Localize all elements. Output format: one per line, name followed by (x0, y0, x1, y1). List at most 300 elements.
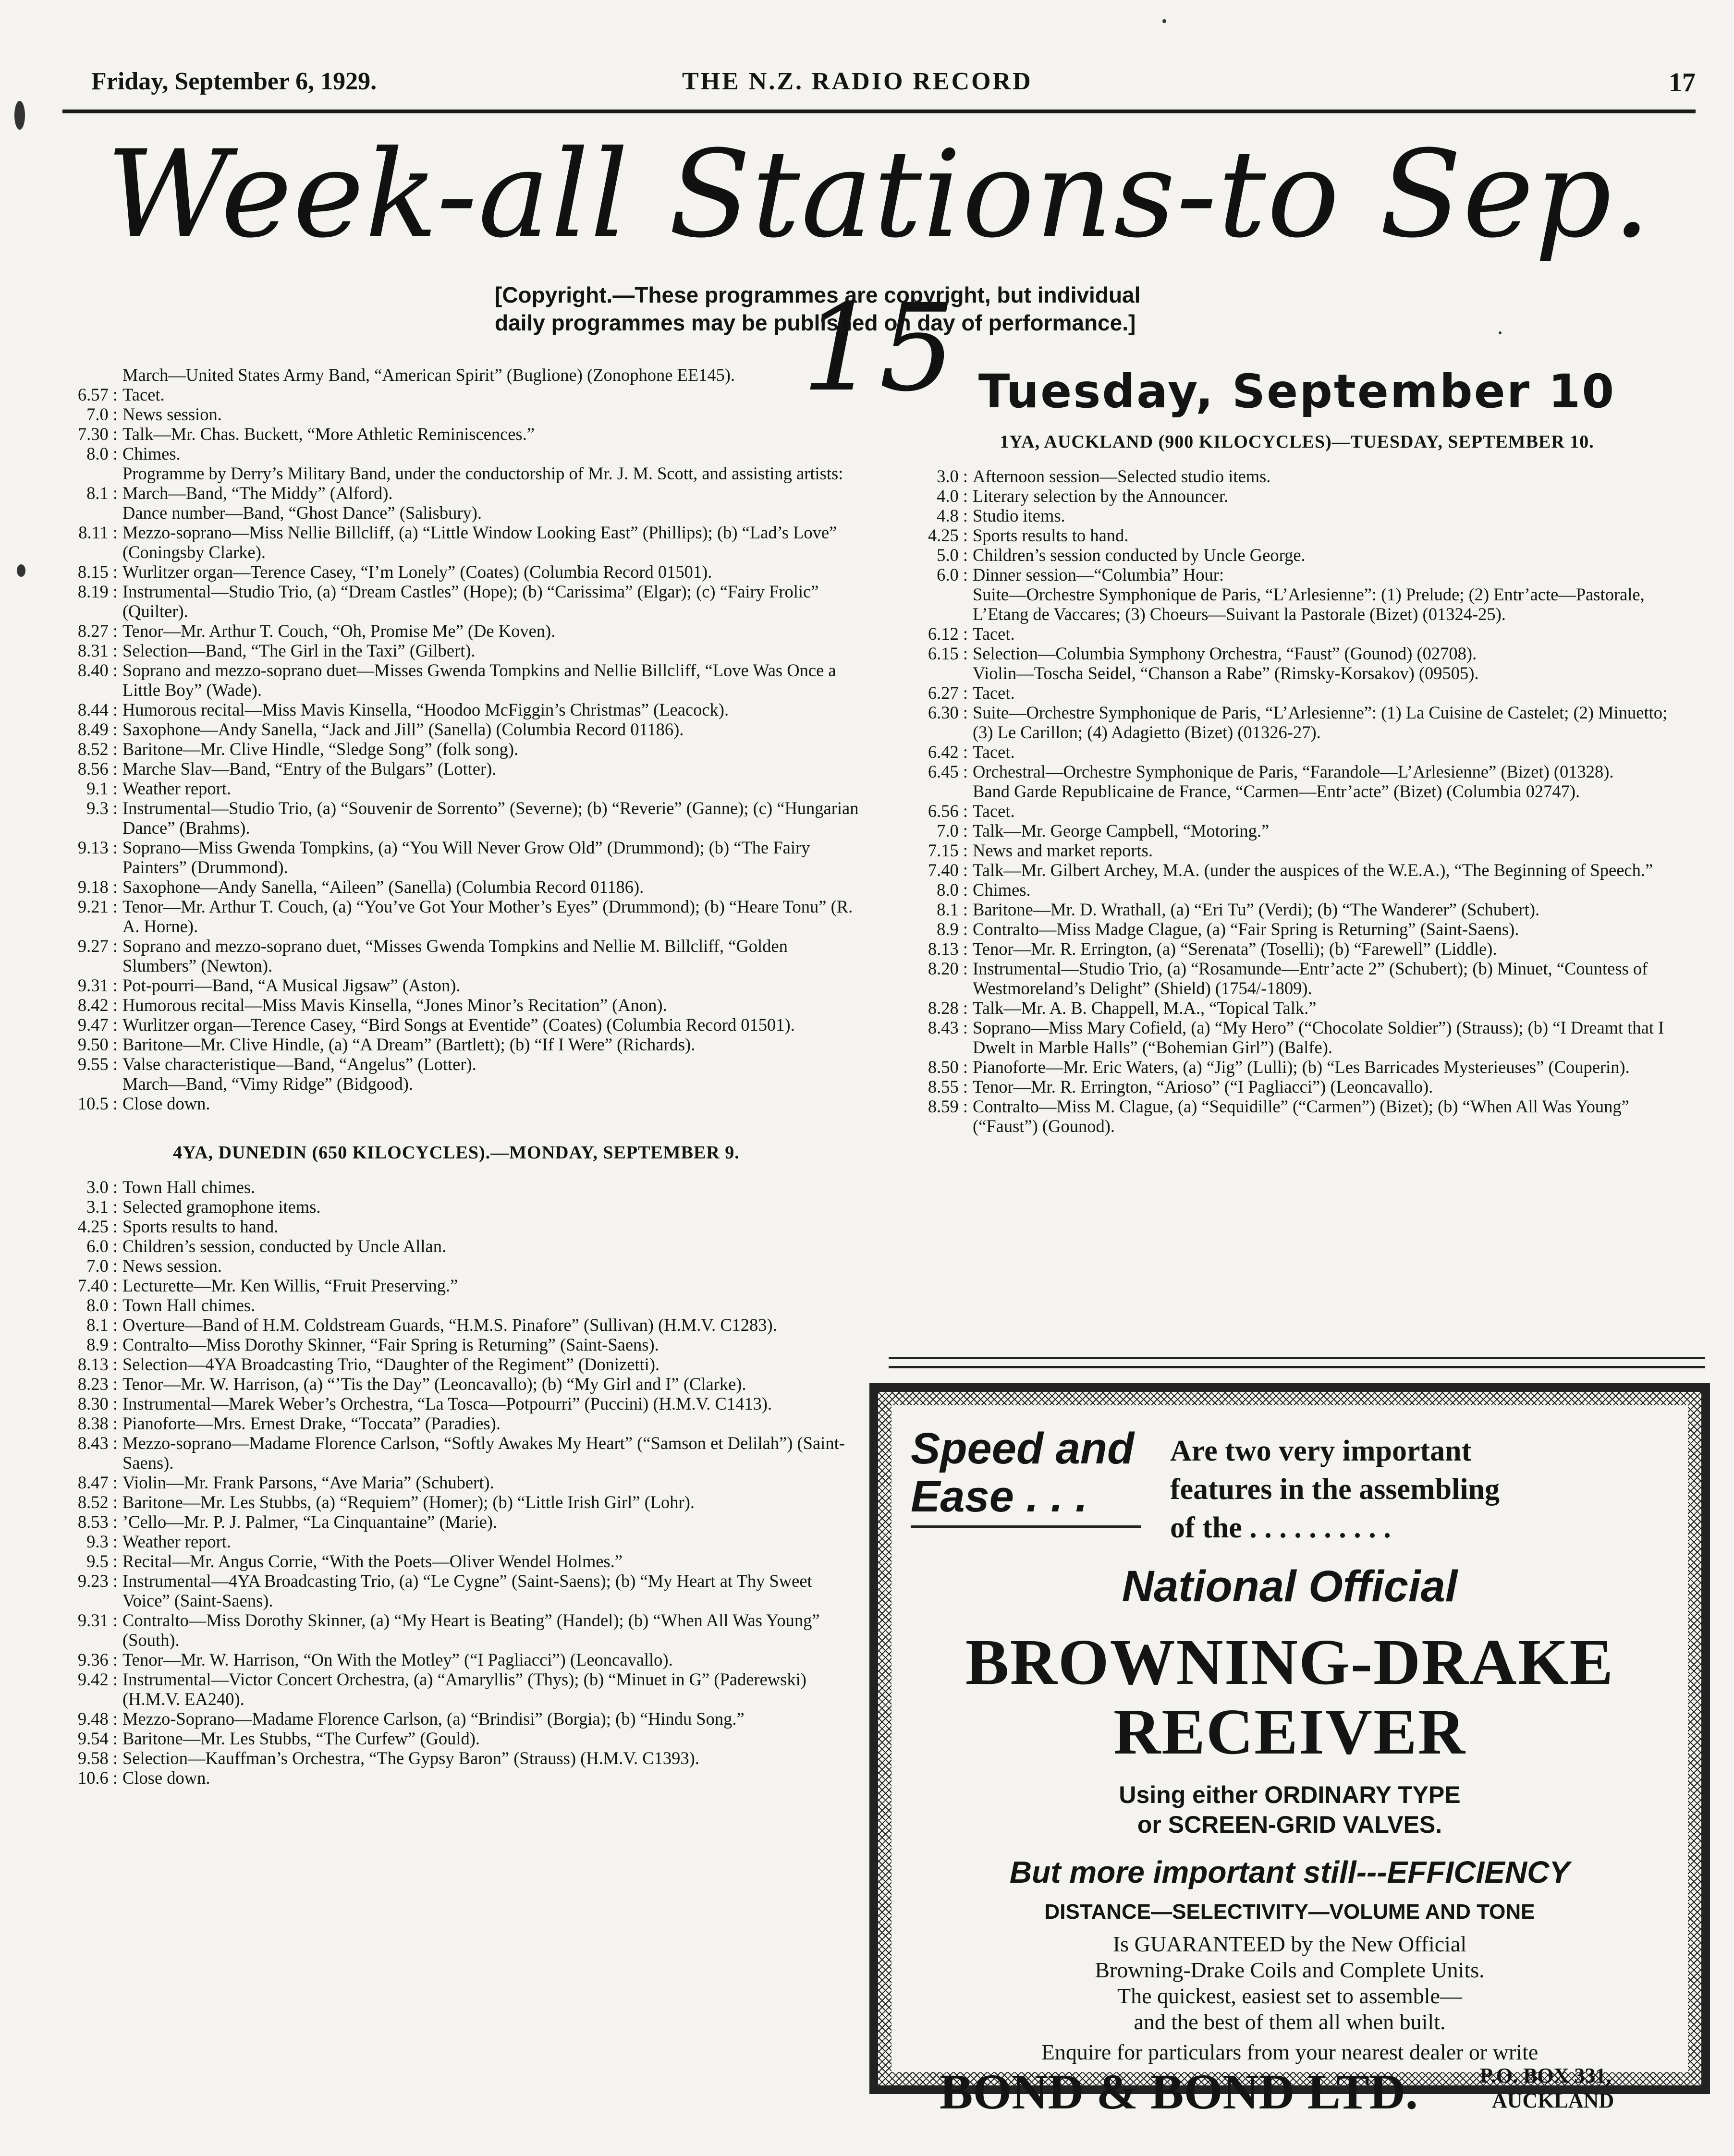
programme-time: 9.42 : (77, 1669, 118, 1689)
programme-item (53, 1610, 860, 1650)
programme-item (903, 840, 1691, 860)
programme-item (53, 1374, 860, 1394)
programme-item (53, 562, 860, 582)
programme-item (53, 660, 860, 700)
programme-time: 9.55 : (77, 1054, 118, 1074)
copyright-notice (495, 281, 1311, 337)
programme-text: Suite—Orchestre Symphonique de Paris, “L’Arlesienne”: (1) La Cuisine de Castelet; (2) Minuetto; (3) Le Carillon; (4) Adagietto (Bizet) (01326-27). (973, 703, 1668, 742)
advert-guarantee (891, 1931, 1688, 2035)
programme-text: Weather report. (122, 779, 232, 798)
programme-text: Suite—Orchestre Symphonique de Paris, “L’Arlesienne”: (1) Prelude; (2) Entr’acte—Pastorale, L’Etang de Vaccares; (3) Choeurs—Suivant la Pastorale (Bizet) (01324-25). (973, 585, 1645, 624)
programme-time: 8.13 : (77, 1354, 118, 1374)
programme-item (53, 1532, 860, 1551)
programme-text: Violin—Toscha Seidel, “Chanson a Rabe” (Rimsky-Korsakov) (09505). (973, 663, 1479, 683)
programme-time: 9.18 : (77, 877, 118, 897)
programme-item (53, 1217, 860, 1236)
guarantee-line-3: The quickest, easiest set to assemble— (1117, 1984, 1462, 2008)
programme-text: Pianoforte—Mr. Eric Waters, (a) “Jig” (Lulli); (b) “Les Barricades Mysterieuses” (Couperin). (973, 1057, 1630, 1077)
programme-time: 9.58 : (77, 1748, 118, 1768)
programme-time: 7.0 : (937, 821, 968, 840)
programme-time: 9.50 : (77, 1035, 118, 1054)
features-line-1: Are two very important (1170, 1435, 1472, 1467)
programme-text: Afternoon session—Selected studio items. (973, 466, 1271, 486)
programme-text: Pianoforte—Mrs. Ernest Drake, “Toccata” (Paradies). (122, 1413, 501, 1433)
programme-item (53, 1335, 860, 1354)
programme-time: 8.59 : (928, 1096, 968, 1116)
programme-time: 8.53 : (77, 1512, 118, 1532)
programme-time: 8.50 : (928, 1057, 968, 1077)
programme-text: Close down. (122, 1768, 210, 1788)
programme-time: 8.43 : (928, 1018, 968, 1037)
advert-speed-ease (911, 1425, 1151, 1521)
programme-item (53, 424, 860, 444)
advert-enquire: Enquire for particulars from your nearest dealer or write (1041, 2040, 1539, 2064)
programme-text: Contralto—Miss M. Clague, (a) “Sequidille” (“Carmen”) (Bizet); (b) “When All Was Young” (“Faust”) (Gounod). (973, 1096, 1629, 1136)
using-line-2: or SCREEN-GRID VALVES. (1137, 1811, 1442, 1838)
programme-item (903, 525, 1691, 545)
programme-time: 8.0 : (86, 444, 118, 463)
programme-item (903, 683, 1691, 703)
programme-item (53, 404, 860, 424)
programme-text: March—Band, “The Middy” (Alford). (122, 483, 393, 503)
programme-item (53, 1709, 860, 1729)
programme-text: Baritone—Mr. Les Stubbs, “The Curfew” (Gould). (122, 1729, 480, 1748)
programme-time: 8.52 : (77, 739, 118, 759)
programme-item (903, 742, 1691, 762)
programme-text: Instrumental—4YA Broadcasting Trio, (a) “Le Cygne” (Saint-Saens); (b) “My Heart at Thy Sweet Voice” (Saint-Saens). (122, 1571, 812, 1610)
programme-item (903, 585, 1691, 624)
programme-time: 6.0 : (937, 565, 968, 585)
programme-text: Lecturette—Mr. Ken Willis, “Fruit Preserving.” (122, 1276, 458, 1295)
address-city: AUCKLAND (1492, 2089, 1614, 2112)
programme-time: 4.25 : (77, 1217, 118, 1236)
left-column (53, 365, 860, 1788)
programme-item (53, 1177, 860, 1197)
po-box: P.O. BOX 331, (1480, 2064, 1612, 2087)
programme-text: Instrumental—Studio Trio, (a) “Dream Castles” (Hope); (b) “Carissima” (Elgar); (c) “Fairy Frolic” (Quilter). (122, 582, 819, 621)
continued-programme-list (53, 365, 860, 1113)
programme-text: ’Cello—Mr. P. J. Palmer, “La Cinquantaine” (Marie). (122, 1512, 498, 1532)
programme-item (53, 719, 860, 739)
programme-time: 9.31 : (77, 975, 118, 995)
programme-item (903, 762, 1691, 781)
programme-text: Tenor—Mr. W. Harrison, “On With the Motley” (“I Pagliacci”) (Leoncavallo). (122, 1650, 673, 1669)
programme-item (53, 995, 860, 1015)
programme-text: Dance number—Band, “Ghost Dance” (Salisbury). (122, 503, 482, 523)
programme-time: 8.42 : (77, 995, 118, 1015)
programme-time: 7.0 : (86, 1256, 118, 1276)
programme-time: 9.13 : (77, 838, 118, 857)
programme-text: Talk—Mr. A. B. Chappell, M.A., “Topical Talk.” (973, 998, 1317, 1018)
programme-text: Contralto—Miss Madge Clague, (a) “Fair Spring is Returning” (Saint-Saens). (973, 919, 1519, 939)
guarantee-line-2: Browning-Drake Coils and Complete Units. (1095, 1958, 1485, 1982)
programme-time: 4.8 : (937, 506, 968, 525)
programme-time: 6.27 : (928, 683, 968, 703)
programme-time: 6.0 : (86, 1236, 118, 1256)
programme-text: Baritone—Mr. Les Stubbs, (a) “Requiem” (Homer); (b) “Little Irish Girl” (Lohr). (122, 1492, 695, 1512)
programme-item (903, 959, 1691, 998)
programme-item (903, 919, 1691, 939)
programme-text: Tacet. (122, 385, 165, 404)
programme-text: Baritone—Mr. D. Wrathall, (a) “Eri Tu” (Verdi); (b) “The Wanderer” (Schubert). (973, 900, 1540, 919)
programme-text: Mezzo-soprano—Miss Nellie Billcliff, (a) “Little Window Looking East” (Phillips); (b) “Lad’s Love” (Coningsby Clarke). (122, 523, 837, 562)
programme-time: 7.40 : (928, 860, 968, 880)
programme-text: Soprano—Miss Mary Cofield, (a) “My Hero” (“Chocolate Soldier”) (Strauss); (b) “I Dreamt that I Dwelt in Marble Halls” (“Bohemian Girl”) (Balfe). (973, 1018, 1664, 1057)
programme-time: 6.12 : (928, 624, 968, 644)
programme-item (53, 1295, 860, 1315)
programme-time: 8.11 : (78, 523, 118, 542)
advert-valves (891, 1780, 1688, 1839)
programme-item (53, 1571, 860, 1610)
programme-time: 10.6 : (77, 1768, 118, 1788)
paper-title: THE N.Z. RADIO RECORD (682, 68, 1033, 95)
browning-drake-advert (869, 1383, 1710, 2119)
programme-text: Tacet. (973, 624, 1015, 644)
programme-text: Studio items. (973, 506, 1065, 525)
programme-text: Tenor—Mr. Arthur T. Couch, “Oh, Promise Me” (De Koven). (122, 621, 556, 641)
programme-text: Talk—Mr. George Campbell, “Motoring.” (973, 821, 1270, 840)
programme-item (903, 663, 1691, 683)
page-banner: Week-all Stations-to Sep. 15 (106, 124, 1652, 418)
programme-item (53, 1473, 860, 1492)
programme-time: 9.3 : (86, 798, 118, 818)
programme-item (53, 759, 860, 779)
programme-text: Soprano and mezzo-soprano duet—Misses Gwenda Tompkins and Nellie Billcliff, “Love Was Once a Little Boy” (Wade). (122, 660, 836, 700)
programme-item (53, 1256, 860, 1276)
programme-text: Valse characteristique—Band, “Angelus” (Lotter). (122, 1054, 476, 1074)
programme-text: News session. (122, 404, 222, 424)
issue-date: Friday, September 6, 1929. (91, 68, 377, 95)
advert-address (1480, 2063, 1662, 2113)
programme-time: 7.0 : (86, 404, 118, 424)
guarantee-line-4: and the best of them all when built. (1134, 2010, 1446, 2034)
programme-time: 8.55 : (928, 1077, 968, 1096)
programme-text: Baritone—Mr. Clive Hindle, “Sledge Song” (folk song). (122, 739, 519, 759)
programme-time: 3.0 : (86, 1177, 118, 1197)
advert-efficiency: But more important still---EFFICIENCY (1009, 1855, 1570, 1889)
programme-time: 9.47 : (77, 1015, 118, 1035)
programme-text: Pot-pourri—Band, “A Musical Jigsaw” (Aston). (122, 975, 461, 995)
programme-text: Recital—Mr. Angus Corrie, “With the Poets—Oliver Wendel Holmes.” (122, 1551, 623, 1571)
programme-text: Literary selection by the Announcer. (973, 486, 1229, 506)
programme-time: 10.5 : (77, 1094, 118, 1113)
programme-text: Humorous recital—Miss Mavis Kinsella, “Hoodoo McFiggin’s Christmas” (Leacock). (122, 700, 729, 719)
guarantee-line-1: Is GUARANTEED by the New Official (1112, 1932, 1467, 1956)
programme-text: Children’s session conducted by Uncle George. (973, 545, 1306, 565)
programme-item (53, 1669, 860, 1709)
programme-item (53, 582, 860, 621)
programme-text: Contralto—Miss Dorothy Skinner, (a) “My Heart is Beating” (Handel); (b) “When All Was Young” (South). (122, 1610, 820, 1650)
programme-text: March—Band, “Vimy Ridge” (Bidgood). (122, 1074, 414, 1094)
programme-text: Weather report. (122, 1532, 232, 1551)
programme-time: 8.1 : (937, 900, 968, 919)
programme-item (53, 483, 860, 503)
programme-text: Sports results to hand. (973, 525, 1129, 545)
programme-time: 8.23 : (77, 1374, 118, 1394)
copyright-line-2: daily programmes may be published on day of performance.] (495, 310, 1136, 335)
programme-item (903, 781, 1691, 801)
programme-text: Close down. (122, 1094, 210, 1113)
programme-item (53, 621, 860, 641)
programme-item (53, 1276, 860, 1295)
programme-item (53, 444, 860, 463)
programme-time: 8.49 : (77, 719, 118, 739)
programme-item (903, 1057, 1691, 1077)
speed-line-1: Speed and (911, 1424, 1135, 1473)
advert-top-rule (889, 1357, 1705, 1368)
programme-item (903, 998, 1691, 1018)
programme-text: Chimes. (122, 444, 181, 463)
programme-item (903, 703, 1691, 742)
features-line-3: of the . . . . . . . . . . (1170, 1511, 1391, 1544)
programme-time: 6.45 : (928, 762, 968, 781)
programme-item (53, 523, 860, 562)
programme-time: 7.40 : (77, 1276, 118, 1295)
programme-text: Selected gramophone items. (122, 1197, 321, 1217)
programme-item (53, 641, 860, 660)
programme-item (53, 385, 860, 404)
programme-item (53, 1074, 860, 1094)
programme-text: Tacet. (973, 742, 1015, 762)
programme-item (53, 1197, 860, 1217)
copyright-line-1: [Copyright.—These programmes are copyright, but individual (495, 282, 1141, 307)
programme-text: Tenor—Mr. R. Errington, “Arioso” (“I Pagliacci”) (Leoncavallo). (973, 1077, 1433, 1096)
programme-text: Chimes. (973, 880, 1031, 900)
programme-item (903, 821, 1691, 840)
programme-time: 8.1 : (86, 483, 118, 503)
programme-text: Tacet. (973, 683, 1015, 703)
programme-text: Band Garde Republicaine de France, “Carmen—Entr’acte” (Bizet) (Columbia 02747). (973, 781, 1580, 801)
programme-time: 9.3 : (86, 1532, 118, 1551)
programme-time: 9.31 : (77, 1610, 118, 1630)
programme-time: 8.0 : (86, 1295, 118, 1315)
programme-time: 6.30 : (928, 703, 968, 722)
programme-item (53, 739, 860, 759)
programme-item (53, 503, 860, 523)
programme-item (53, 1354, 860, 1374)
programme-item (53, 1512, 860, 1532)
programme-text: Mezzo-Soprano—Madame Florence Carlson, (a) “Brindisi” (Borgia); (b) “Hindu Song.” (122, 1709, 745, 1729)
programme-time: 6.42 : (928, 742, 968, 762)
programme-text: Dinner session—“Columbia” Hour: (973, 565, 1224, 585)
programme-time: 8.0 : (937, 880, 968, 900)
programme-item (53, 1492, 860, 1512)
advert-national-official: National Official (1122, 1562, 1458, 1611)
programme-text: Town Hall chimes. (122, 1295, 256, 1315)
programme-item (903, 939, 1691, 959)
programme-item (903, 545, 1691, 565)
programme-item (53, 1394, 860, 1413)
programme-item (53, 838, 860, 877)
programme-text: Instrumental—Marek Weber’s Orchestra, “La Tosca—Potpourri” (Puccini) (H.M.V. C1413). (122, 1394, 772, 1413)
programme-time: 7.30 : (77, 424, 118, 444)
page-number: 17 (1669, 68, 1696, 97)
programme-text: March—United States Army Band, “American Spirit” (Buglione) (Zonophone EE145). (122, 365, 735, 385)
programme-text: Soprano and mezzo-soprano duet, “Misses Gwenda Tompkins and Nellie M. Billcliff, “Golden Slumbers” (Newton). (122, 936, 788, 975)
programme-item (903, 644, 1691, 663)
programme-item (53, 1729, 860, 1748)
programme-time: 6.56 : (928, 801, 968, 821)
programme-time: 8.9 : (937, 919, 968, 939)
programme-time: 5.0 : (937, 545, 968, 565)
programme-time: 3.0 : (937, 466, 968, 486)
programme-time: 8.9 : (86, 1335, 118, 1354)
programme-item (903, 860, 1691, 880)
programme-item (53, 1054, 860, 1074)
programme-item (903, 486, 1691, 506)
programme-text: Instrumental—Studio Trio, (a) “Souvenir de Sorrento” (Severne); (b) “Reverie” (Ganne); (c) “Hungarian Dance” (Brahms). (122, 798, 859, 838)
programme-item (903, 565, 1691, 585)
programme-text: Saxophone—Andy Sanella, “Aileen” (Sanella) (Columbia Record 01186). (122, 877, 644, 897)
programme-time: 9.1 : (86, 779, 118, 798)
programme-text: Tenor—Mr. R. Errington, (a) “Serenata” (Toselli); (b) “Farewell” (Liddle). (973, 939, 1497, 959)
programme-text: Selection—Band, “The Girl in the Taxi” (Gilbert). (122, 641, 476, 660)
programme-time: 8.38 : (77, 1413, 118, 1433)
programme-item (53, 975, 860, 995)
programme-item (53, 1650, 860, 1669)
speed-underline (911, 1525, 1141, 1528)
programme-item (53, 1433, 860, 1473)
advert-panel (891, 1405, 1688, 2119)
programme-time: 4.0 : (937, 486, 968, 506)
programme-text: Saxophone—Andy Sanella, “Jack and Jill” (Sanella) (Columbia Record 01186). (122, 719, 684, 739)
programme-time: 9.21 : (77, 897, 118, 916)
programme-item (53, 1094, 860, 1113)
programme-item (53, 1748, 860, 1768)
programme-time: 8.43 : (77, 1433, 118, 1453)
programme-time: 8.15 : (77, 562, 118, 582)
programme-time: 8.20 : (928, 959, 968, 978)
programme-item (903, 466, 1691, 486)
programme-text: Wurlitzer organ—Terence Casey, “Bird Songs at Eventide” (Coates) (Columbia Record 01501). (122, 1015, 795, 1035)
programme-time: 8.40 : (77, 660, 118, 680)
programme-text: Baritone—Mr. Clive Hindle, (a) “A Dream” (Bartlett); (b) “If I Were” (Richards). (122, 1035, 696, 1054)
programme-time: 8.13 : (928, 939, 968, 959)
programme-item (53, 936, 860, 975)
programme-item (903, 1077, 1691, 1096)
features-line-2: features in the assembling (1170, 1473, 1500, 1506)
header-rule (62, 110, 1696, 113)
programme-item (53, 700, 860, 719)
programme-time: 7.15 : (928, 840, 968, 860)
programme-text: Selection—4YA Broadcasting Trio, “Daughter of the Regiment” (Donizetti). (122, 1354, 660, 1374)
programme-item (903, 506, 1691, 525)
programme-text: Violin—Mr. Frank Parsons, “Ave Maria” (Schubert). (122, 1473, 494, 1492)
programme-text: Talk—Mr. Gilbert Archey, M.A. (under the auspices of the W.E.A.), “The Beginning of Speech.” (973, 860, 1653, 880)
speed-line-2: Ease . . . (911, 1472, 1088, 1521)
programme-text: Tenor—Mr. W. Harrison, (a) “’Tis the Day” (Leoncavallo); (b) “My Girl and I” (Clarke). (122, 1374, 746, 1394)
programme-item (903, 900, 1691, 919)
auckland-programme-list (903, 466, 1691, 1136)
programme-item (53, 897, 860, 936)
programme-time: 4.25 : (928, 525, 968, 545)
programme-time: 6.15 : (928, 644, 968, 663)
programme-text: Soprano—Miss Gwenda Tompkins, (a) “You Will Never Grow Old” (Drummond); (b) “The Fairy Painters” (Drummond). (122, 838, 810, 877)
programme-text: Children’s session, conducted by Uncle Allan. (122, 1236, 447, 1256)
programme-text: Marche Slav—Band, “Entry of the Bulgars” (Lotter). (122, 759, 497, 779)
programme-time: 9.23 : (77, 1571, 118, 1591)
programme-item (53, 1768, 860, 1788)
programme-text: Talk—Mr. Chas. Buckett, “More Athletic Reminiscences.” (122, 424, 535, 444)
programme-text: Mezzo-soprano—Madame Florence Carlson, “Softly Awakes My Heart” (“Samson et Delilah”) (Saint-Saens). (122, 1433, 845, 1473)
page-header (62, 62, 1696, 106)
scan-speck (1499, 331, 1502, 334)
programme-time: 8.52 : (77, 1492, 118, 1512)
programme-time: 8.31 : (77, 641, 118, 660)
programme-text: Contralto—Miss Dorothy Skinner, “Fair Spring is Returning” (Saint-Saens). (122, 1335, 659, 1354)
programme-time: 9.27 : (77, 936, 118, 956)
programme-time: 9.36 : (77, 1650, 118, 1669)
programme-text: Programme by Derry’s Military Band, under the conductorship of Mr. J. M. Scott, and assisting artists: (122, 463, 843, 483)
programme-item (903, 801, 1691, 821)
programme-text: Town Hall chimes. (122, 1177, 256, 1197)
auckland-station-heading: 1YA, AUCKLAND (900 KILOCYCLES)—TUESDAY, SEPTEMBER 10. (1000, 432, 1594, 452)
using-line-1: Using either ORDINARY TYPE (1119, 1781, 1461, 1808)
scan-speck (14, 101, 25, 130)
dunedin-station-heading: 4YA, DUNEDIN (650 KILOCYCLES).—MONDAY, SEPTEMBER 9. (173, 1143, 740, 1163)
programme-time: 6.57 : (77, 385, 118, 404)
right-column (903, 365, 1691, 1136)
programme-text: Tenor—Mr. Arthur T. Couch, (a) “You’ve Got Your Mother’s Eyes” (Drummond); (b) “Heare Tonu” (R. A. Horne). (122, 897, 853, 936)
advert-company: BOND & BOND LTD. (940, 2064, 1418, 2119)
advert-qualities: DISTANCE—SELECTIVITY—VOLUME AND TONE (1044, 1900, 1535, 1924)
programme-text: Overture—Band of H.M. Coldstream Guards, “H.M.S. Pinafore” (Sullivan) (H.M.V. C1283). (122, 1315, 777, 1335)
programme-text: Selection—Kauffman’s Orchestra, “The Gypsy Baron” (Strauss) (H.M.V. C1393). (122, 1748, 699, 1768)
day-title: Tuesday, September 10 (978, 365, 1616, 418)
programme-time: 8.28 : (928, 998, 968, 1018)
programme-item (53, 877, 860, 897)
programme-item (53, 365, 860, 385)
programme-time: 9.5 : (86, 1551, 118, 1571)
programme-text: Humorous recital—Miss Mavis Kinsella, “Jones Minor’s Recitation” (Anon). (122, 995, 667, 1015)
programme-item (903, 880, 1691, 900)
programme-time: 9.54 : (77, 1729, 118, 1748)
programme-item (53, 1551, 860, 1571)
programme-item (53, 798, 860, 838)
programme-time: 8.47 : (77, 1473, 118, 1492)
advert-receiver: RECEIVER (1113, 1696, 1466, 1768)
programme-item (53, 1015, 860, 1035)
programme-text: Tacet. (973, 801, 1015, 821)
programme-time: 8.19 : (77, 582, 118, 601)
programme-time: 8.1 : (86, 1315, 118, 1335)
programme-item (53, 1035, 860, 1054)
programme-text: Instrumental—Victor Concert Orchestra, (a) “Amaryllis” (Thys); (b) “Minuet in G” (Paderewski) (H.M.V. EA240). (122, 1669, 806, 1709)
scan-speck (17, 564, 25, 577)
programme-item (903, 1096, 1691, 1136)
programme-item (53, 1236, 860, 1256)
programme-text: News session. (122, 1256, 222, 1276)
programme-item (53, 463, 860, 483)
programme-time: 3.1 : (86, 1197, 118, 1217)
programme-item (903, 624, 1691, 644)
advert-features (1170, 1432, 1670, 1547)
programme-text: Orchestral—Orchestre Symphonique de Paris, “Farandole—L’Arlesienne” (Bizet) (01328). (973, 762, 1614, 781)
programme-time: 8.44 : (77, 700, 118, 719)
programme-text: Selection—Columbia Symphony Orchestra, “Faust” (Gounod) (02708). (973, 644, 1477, 663)
programme-item (53, 1413, 860, 1433)
programme-item (903, 1018, 1691, 1057)
programme-text: News and market reports. (973, 840, 1153, 860)
scan-speck (1162, 19, 1166, 23)
programme-time: 8.30 : (77, 1394, 118, 1413)
dunedin-programme-list (53, 1177, 860, 1788)
advert-brand: BROWNING-DRAKE (965, 1626, 1614, 1698)
programme-time: 8.56 : (77, 759, 118, 779)
programme-text: Wurlitzer organ—Terence Casey, “I’m Lonely” (Coates) (Columbia Record 01501). (122, 562, 712, 582)
programme-text: Instrumental—Studio Trio, (a) “Rosamunde—Entr’acte 2” (Schubert); (b) Minuet, “Countess of Westmoreland’s Delight” (Shield) (1754/-1809). (973, 959, 1648, 998)
programme-item (53, 779, 860, 798)
